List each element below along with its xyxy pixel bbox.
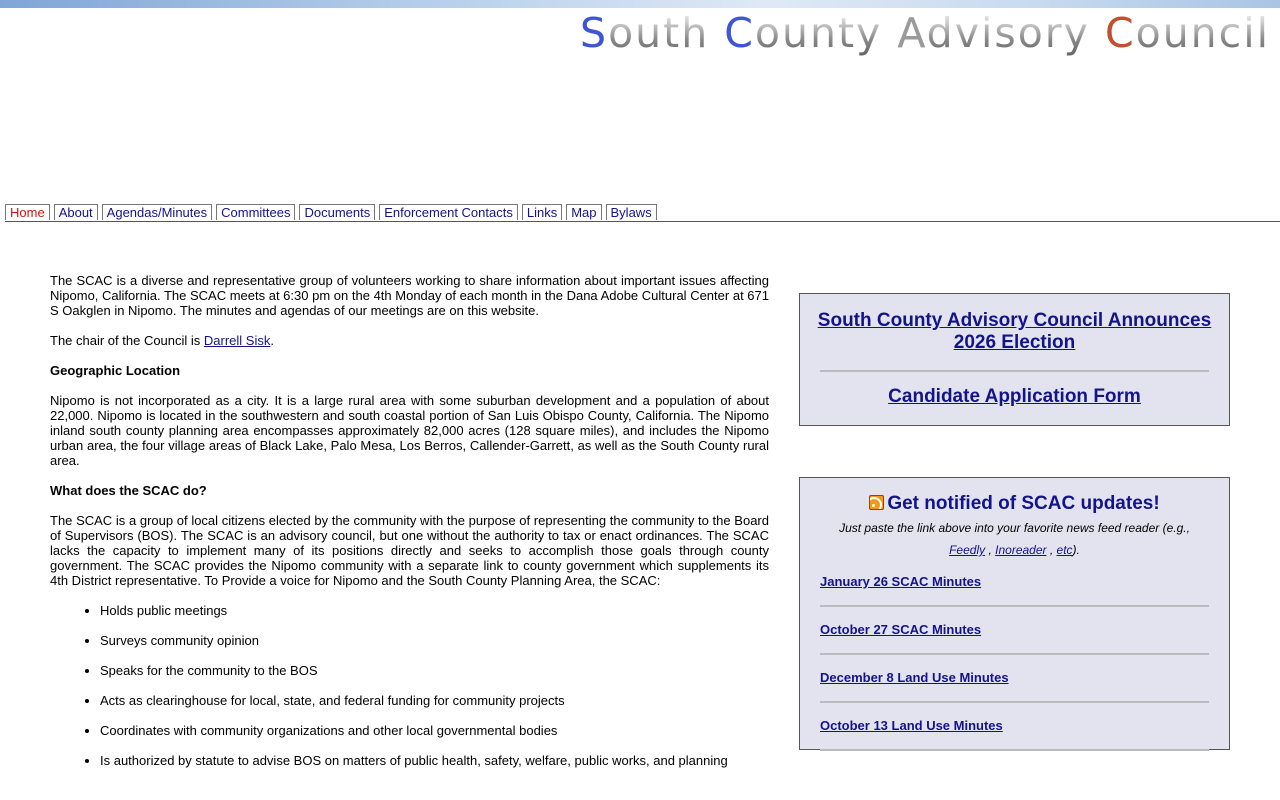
nav-home[interactable]: Home xyxy=(5,204,50,220)
feed-reader-note: Just paste the link above into your favorite news feed reader (e.g., Feedly , Inoreader , etc). xyxy=(839,521,1190,557)
feed-item-link[interactable]: October 13 Land Use Minutes xyxy=(820,718,1003,733)
feed-item xyxy=(820,573,1209,607)
feed-item-link[interactable]: January 26 SCAC Minutes xyxy=(820,574,982,589)
geo-heading: Geographic Location xyxy=(50,363,181,378)
nav-committees[interactable]: Committees xyxy=(216,204,295,220)
feed-item xyxy=(820,621,1209,655)
rss-icon[interactable] xyxy=(869,495,884,510)
updates-title[interactable] xyxy=(800,493,1229,515)
note-suffix: ). xyxy=(1072,543,1080,557)
nav-documents[interactable]: Documents xyxy=(299,204,375,220)
chair-prefix: The chair of the Council is xyxy=(50,333,204,348)
chair-suffix: . xyxy=(270,333,274,348)
list-item: • Holds public meetings xyxy=(100,603,769,618)
chair-link[interactable]: Darrell Sisk xyxy=(203,333,271,348)
do-paragraph: The SCAC is a group of local citizens elected by the community with the purpose of representing the community to the Board of Supervisors (BOS). The SCAC is an advisory council, but one without the authority to tax or enact ordinances. The SCAC lacks the capacity to implement many of its positions directly and seeks to accomplish those goals through county government. The SCAC provides the Nipomo community with a separate link to county government which supplements its 4th District representative. To Provide a voice for Nipomo and the South County Planning Area, the SCAC: xyxy=(50,513,769,588)
main-nav xyxy=(5,204,1280,222)
election-announcement-box xyxy=(799,293,1230,426)
list-item: • Is authorized by statute to advise BOS on matters of public health, safety, welfare, public works, and planning xyxy=(100,753,769,768)
do-heading: What does the SCAC do? xyxy=(50,483,207,498)
nav-enforcement-contacts[interactable]: Enforcement Contacts xyxy=(379,204,518,220)
intro-paragraph: The SCAC is a diverse and representative group of volunteers working to share information about important issues affecting Nipomo, California. The SCAC meets at 6:30 pm on the 4th Monday of each month in the Dana Adobe Cultural Center at 671 S Oakglen in Nipomo. The minutes and agendas of our meetings are on this website. xyxy=(50,273,769,318)
election-announcement-link[interactable] xyxy=(800,310,1229,354)
candidate-form-label: Candidate Application Form xyxy=(888,386,1141,407)
updates-title-text: Get notified of SCAC updates! xyxy=(887,493,1160,514)
feed-item-link[interactable]: October 27 SCAC Minutes xyxy=(820,622,982,637)
etc-link[interactable]: etc xyxy=(1056,543,1073,557)
chair-paragraph xyxy=(50,333,769,348)
banner-word-advisory: Advisory xyxy=(897,9,1090,57)
nav-bylaws[interactable]: Bylaws xyxy=(606,204,657,220)
nav-map[interactable]: Map xyxy=(566,204,601,220)
nav-about[interactable]: About xyxy=(54,204,98,220)
inoreader-link[interactable]: Inoreader xyxy=(995,543,1047,557)
nav-links[interactable]: Links xyxy=(522,204,562,220)
banner-word-county: County xyxy=(724,9,883,57)
candidate-application-link[interactable] xyxy=(800,386,1229,408)
updates-box xyxy=(799,477,1230,750)
list-item: • Acts as clearinghouse for local, state, and federal funding for community projects xyxy=(100,693,769,708)
site-banner xyxy=(580,8,1270,60)
feed-list xyxy=(820,573,1209,751)
list-item: • Coordinates with community organizations and other local governmental bodies xyxy=(100,723,769,738)
banner-word-south: South xyxy=(580,9,710,57)
election-headline: South County Advisory Council Announces 2026 Election xyxy=(817,310,1212,353)
feedly-link[interactable]: Feedly xyxy=(949,543,986,557)
feed-item-link[interactable]: December 8 Land Use Minutes xyxy=(820,670,1009,685)
banner-word-council: Council xyxy=(1104,9,1270,57)
feed-item xyxy=(820,717,1209,751)
geo-paragraph: Nipomo is not incorporated as a city. It is a large rural area with some suburban development and a population of about 22,000. Nipomo is located in the southwestern and south coastal portion of San Luis Obispo County, California. The Nipomo inland south county planning area encompasses approximately 82,000 acres (128 square miles), and includes the Nipomo urban area, the four village areas of Black Lake, Palo Mesa, Los Berros, Callender-Garrett, as well as the South County rural area. xyxy=(50,393,769,468)
top-gradient-strip xyxy=(0,0,1280,8)
list-item: • Surveys community opinion xyxy=(100,633,769,648)
feed-item xyxy=(820,669,1209,703)
list-item: • Speaks for the community to the BOS xyxy=(100,663,769,678)
main-content xyxy=(50,273,769,783)
divider xyxy=(820,370,1209,372)
note-prefix: Just paste the link above into your favorite news feed reader (e.g., xyxy=(839,521,1190,535)
duties-list xyxy=(50,603,769,768)
nav-agendas-minutes[interactable]: Agendas/Minutes xyxy=(102,204,212,220)
